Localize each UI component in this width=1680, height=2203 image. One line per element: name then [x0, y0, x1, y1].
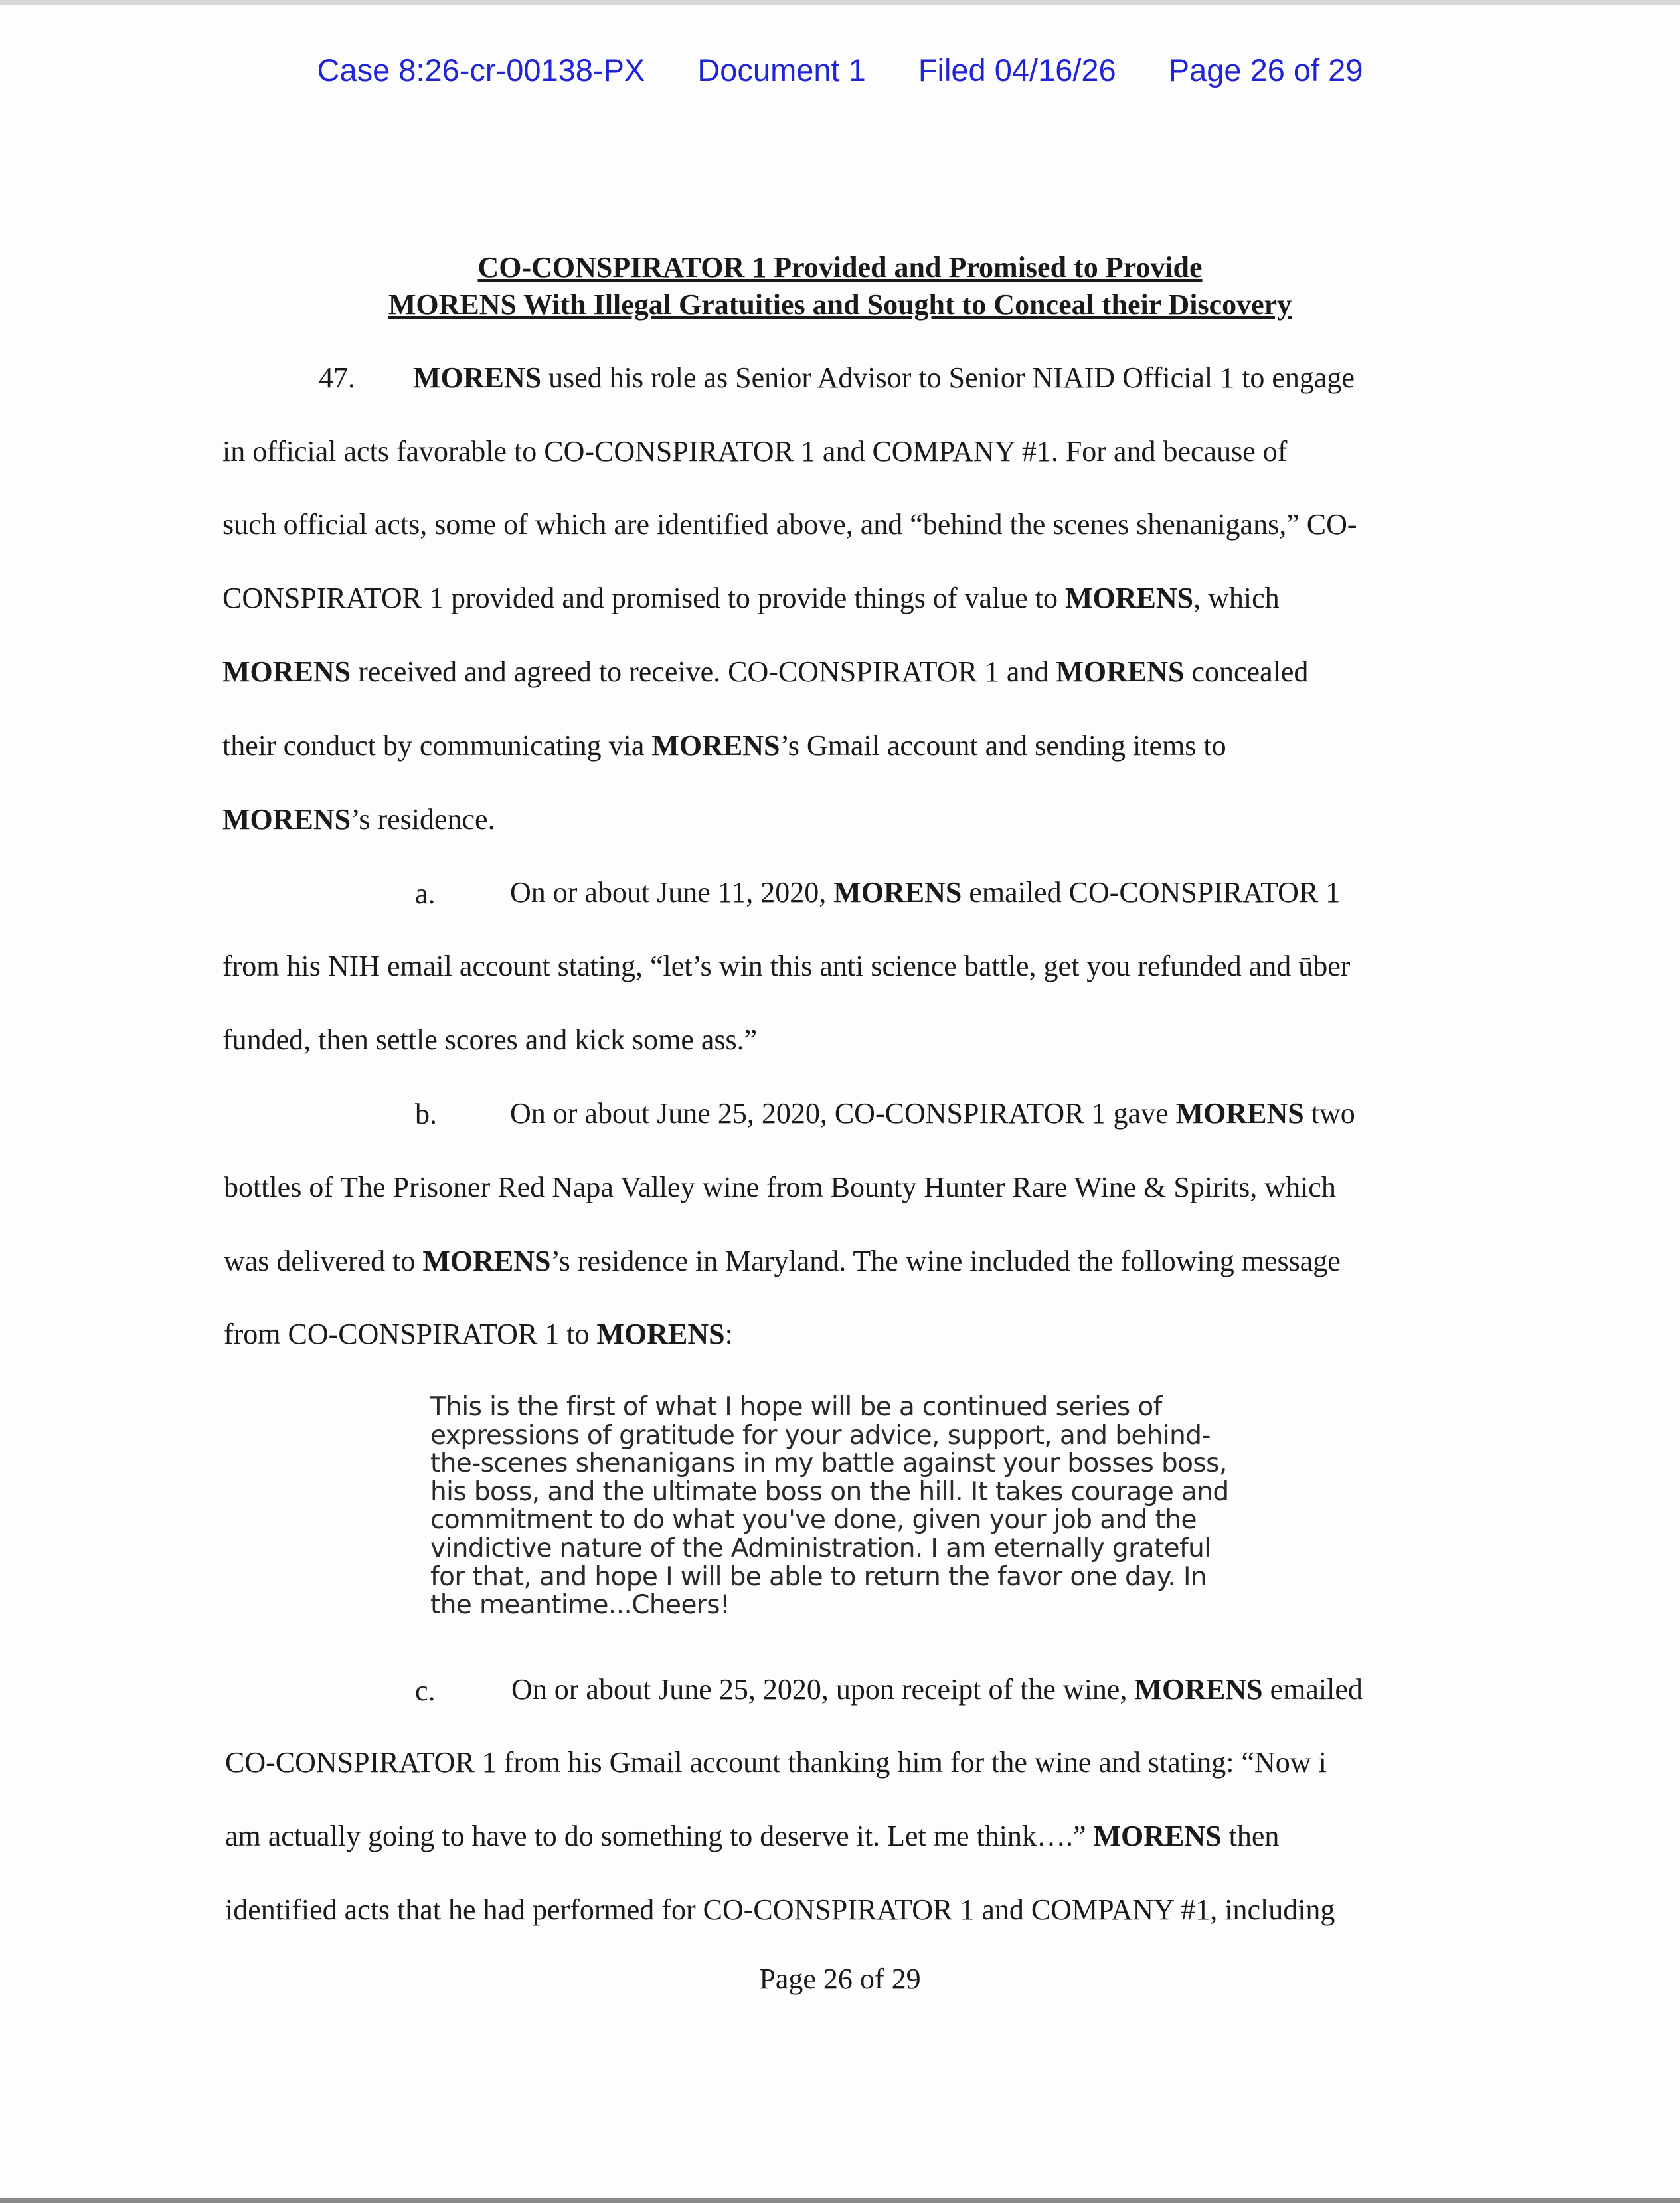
text: ’s residence.	[351, 803, 495, 836]
bold-name: MORENS	[596, 1318, 725, 1350]
item-c-line-4: identified acts that he had performed for CO-CONSPIRATOR 1 and COMPANY #1, including	[225, 1894, 1335, 1926]
para47-line-1	[413, 363, 1355, 393]
header-filed-date: Filed 04/16/26	[918, 52, 1116, 88]
section-heading-line-1: CO-CONSPIRATOR 1 Provided and Promised to Provide	[477, 251, 1203, 284]
text: their conduct by communicating via	[222, 729, 652, 762]
quote-line: the-scenes shenanigans in my battle against your bosses boss,	[430, 1449, 1227, 1479]
bold-name: MORENS	[222, 803, 351, 836]
item-label-b: b.	[415, 1098, 437, 1130]
text: emailed CO-CONSPIRATOR 1	[962, 876, 1341, 909]
section-heading-line-2: MORENS With Illegal Gratuities and Sought to Conceal their Discovery	[388, 288, 1292, 321]
item-c-line-1	[511, 1675, 1363, 1704]
item-b-line-3	[224, 1247, 1341, 1276]
bold-name: MORENS	[422, 1245, 551, 1277]
case-header	[0, 52, 1680, 88]
header-page: Page 26 of 29	[1168, 52, 1363, 88]
bold-name: MORENS	[833, 876, 962, 909]
para47-line-3: such official acts, some of which are identified above, and “behind the scenes shenanigans,” CO-	[222, 508, 1357, 541]
bold-name: MORENS	[413, 361, 542, 394]
para47-line-7	[222, 805, 495, 834]
bold-name: MORENS	[651, 729, 780, 762]
quote-line: expressions of gratitude for your advice, support, and behind-	[430, 1420, 1211, 1451]
para47-line-4	[222, 584, 1280, 613]
para47-line-6	[222, 731, 1226, 760]
quote-line: the meantime...Cheers!	[430, 1590, 730, 1621]
text: ’s residence in Maryland. The wine included the following message	[550, 1245, 1341, 1277]
text: :	[724, 1318, 733, 1350]
bold-name: MORENS	[1056, 656, 1185, 688]
header-document: Document 1	[697, 52, 866, 88]
scan-bottom-edge	[0, 2198, 1680, 2203]
paragraph-number: 47.	[319, 361, 355, 394]
bold-name: MORENS	[1065, 582, 1194, 614]
text: used his role as Senior Advisor to Senior NIAID Official 1 to engage	[541, 361, 1355, 394]
item-a-line-2: from his NIH email account stating, “let’s win this anti science battle, get you refunded and ūber	[222, 950, 1351, 982]
text: On or about June 11, 2020,	[510, 876, 834, 909]
text: emailed	[1262, 1673, 1363, 1706]
text: , which	[1193, 582, 1280, 614]
text: two	[1303, 1097, 1355, 1130]
text: On or about June 25, 2020, CO-CONSPIRATOR 1 gave	[510, 1097, 1176, 1130]
wine-message-quote	[430, 1393, 1307, 1620]
text: CONSPIRATOR 1 provided and promised to provide things of value to	[222, 582, 1065, 614]
text: concealed	[1184, 656, 1309, 688]
item-b-line-1	[510, 1099, 1355, 1128]
bold-name: MORENS	[1093, 1820, 1222, 1852]
text: ’s Gmail account and sending items to	[780, 729, 1226, 762]
text: On or about June 25, 2020, upon receipt of the wine,	[511, 1673, 1135, 1706]
item-b-line-2: bottles of The Prisoner Red Napa Valley wine from Bounty Hunter Rare Wine & Spirits, which	[224, 1171, 1336, 1203]
header-case-number: Case 8:26-cr-00138-PX	[317, 52, 645, 88]
bold-name: MORENS	[1134, 1673, 1263, 1706]
quote-line: commitment to do what you've done, given your job and the	[430, 1505, 1197, 1536]
bold-name: MORENS	[1175, 1097, 1304, 1130]
item-label-a: a.	[415, 877, 436, 910]
item-c-line-2: CO-CONSPIRATOR 1 from his Gmail account thanking him for the wine and stating: “Now i	[225, 1746, 1327, 1779]
quote-line: vindictive nature of the Administration. I am eternally grateful	[430, 1533, 1211, 1563]
scan-top-edge	[0, 0, 1680, 5]
para47-line-5	[222, 658, 1308, 687]
text: was delivered to	[224, 1245, 423, 1277]
text: from CO-CONSPIRATOR 1 to	[224, 1318, 597, 1350]
quote-line: This is the first of what I hope will be a continued series of	[430, 1392, 1162, 1422]
quote-line: for that, and hope I will be able to return the favor one day. In	[430, 1561, 1207, 1592]
para47-line-2: in official acts favorable to CO-CONSPIRATOR 1 and COMPANY #1. For and because of	[222, 435, 1288, 468]
item-b-line-4	[224, 1320, 733, 1349]
text: am actually going to have to do something to deserve it. Let me think….”	[225, 1820, 1094, 1852]
page-footer: Page 26 of 29	[759, 1963, 921, 1995]
text: then	[1221, 1820, 1280, 1852]
text: received and agreed to receive. CO-CONSPIRATOR 1 and	[351, 656, 1056, 688]
item-c-line-3	[225, 1822, 1279, 1851]
bold-name: MORENS	[222, 656, 351, 688]
item-a-line-3: funded, then settle scores and kick some ass.”	[222, 1023, 758, 1056]
item-label-c: c.	[415, 1674, 436, 1707]
item-a-line-1	[510, 878, 1340, 907]
quote-line: his boss, and the ultimate boss on the hill. It takes courage and	[430, 1476, 1229, 1507]
